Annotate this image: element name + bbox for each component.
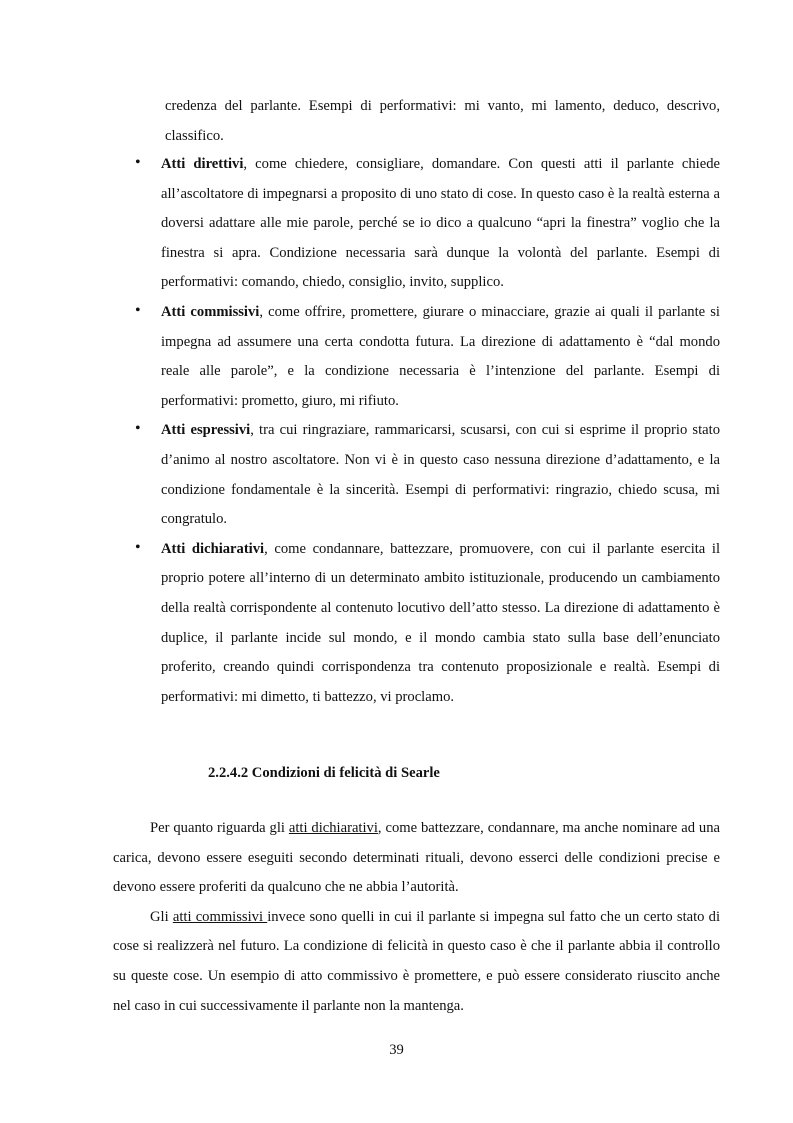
term-label: Atti espressivi — [161, 422, 251, 439]
item-text: , come condannare, battezzare, promuovere, con cui il parlante esercita il proprio potere all’interno di un determinato ambito istituzionale, producendo un cambiamento della realtà corrispondente al contenuto locutivo dell’atto stesso. La direzione di adattamento è duplice, il parlante incide sul mondo, e il mondo cambia stato sulla base dell’enunciato proferito, creando quindi corrispondenza tra contenuto proposizionale e realtà. Esempi di performativi: mi dimetto, ti battezzo, vi proclamo. — [161, 540, 721, 705]
paragraph-text: invece sono quelli in cui il parlante si impegna sul fatto che un certo stato di cose si realizzerà nel futuro. La condizione di felicità in questo caso è che il parlante abbia il controllo su queste cose. Un esempio di atto commissivo è promettere, e può essere considerato riuscito anche nel caso in cui successivamente il parlante non la mantenga. — [113, 908, 721, 1014]
term-label: Atti dichiarativi — [161, 540, 265, 557]
speech-act-list — [135, 150, 720, 712]
section-body — [113, 814, 720, 1021]
bullet-icon: • — [135, 154, 141, 171]
bullet-icon: • — [135, 538, 141, 556]
term-label: Atti direttivi — [161, 156, 244, 172]
paragraph-commissivi — [113, 903, 720, 1021]
paragraph-text: , come battezzare, condannare, ma anche nominare ad una carica, devono essere eseguiti secondo determinati rituali, devono esserci delle condizioni precise e devono essere proferiti da qualcuno che ne abbia l’autorità. — [113, 820, 721, 896]
paragraph-dichiarativi — [113, 814, 720, 903]
list-item-dichiarativi — [135, 535, 720, 713]
item-text: , come chiedere, consigliare, domandare. Con questi atti il parlante chiede all’ascoltatore di impegnarsi a proposito di uno stato di cose. In questo caso è la realtà esterna a doversi adattare alle mie parole, perché se io dico a qualcuno “apri la finestra” voglio che la finestra si apra. Condizione necessaria sarà dunque la volontà del parlante. Esempi di performativi: comando, chiedo, consiglio, invito, supplico. — [161, 156, 720, 291]
underlined-term: atti dichiarativi — [288, 820, 378, 836]
list-item-direttivi — [135, 150, 720, 298]
paragraph-text: Per quanto riguarda gli — [150, 820, 289, 836]
item-text: , tra cui ringraziare, rammaricarsi, scusarsi, con cui si esprime il proprio stato d’animo al nostro ascoltatore. Non vi è in questo caso nessuna direzione d’adattamento, e la condizione fondamentale è la sincerità. Esempi di performativi: ringrazio, chiedo scusa, mi congratulo. — [161, 422, 720, 528]
bullet-icon: • — [135, 420, 141, 438]
page-number: 39 — [389, 1042, 404, 1058]
continuation-text: credenza del parlante. Esempi di performativi: mi vanto, mi lamento, deduco, descrivo, classifico. — [165, 98, 720, 144]
term-label: Atti commissivi — [161, 303, 260, 320]
paragraph-text: Gli — [150, 908, 173, 925]
item-text: , come offrire, promettere, giurare o minacciare, grazie ai quali il parlante si impegna ad assumere una certa condotta futura. La direzione di adattamento è “dal mondo reale alle parole”, e la condizione necessaria è l’intenzione del parlante. Esempi di performativi: prometto, giuro, mi rifiuto. — [161, 303, 720, 409]
list-item-commissivi — [135, 298, 720, 416]
bullet-icon: • — [135, 301, 141, 319]
list-item-espressivi — [135, 416, 720, 534]
underlined-term: atti commissivi — [172, 908, 268, 925]
section-heading: 2.2.4.2 Condizioni di felicità di Searle — [208, 765, 440, 781]
